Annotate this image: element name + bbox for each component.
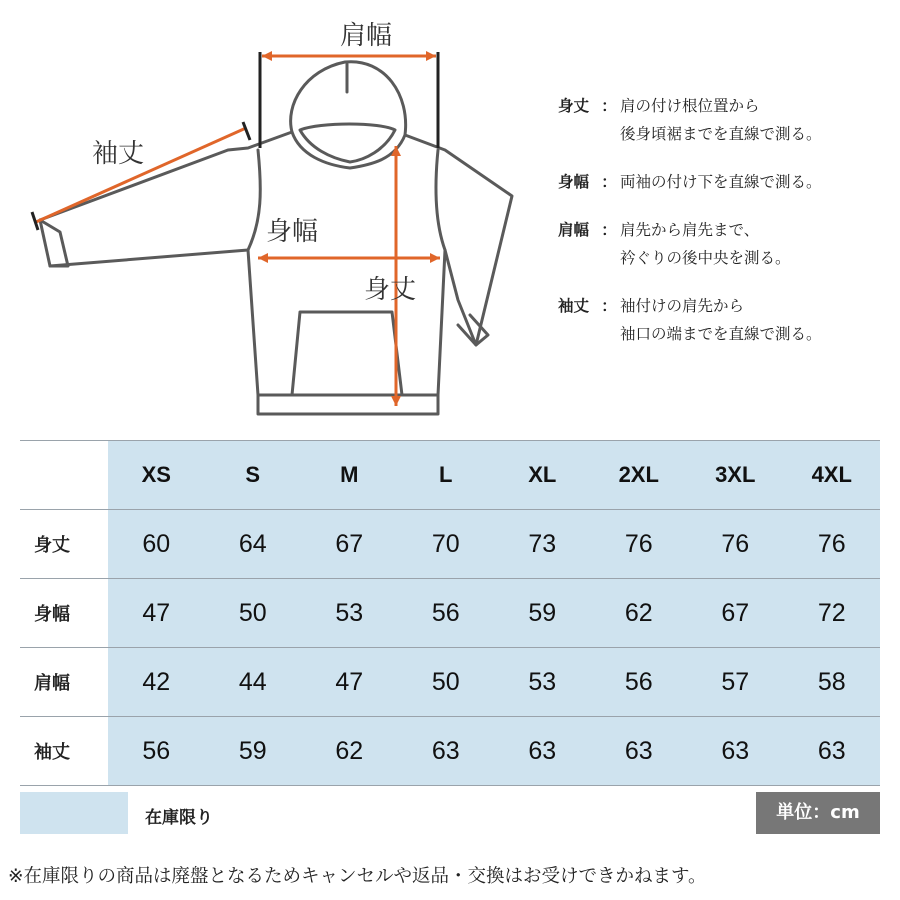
size-column-header: 4XL bbox=[784, 441, 881, 510]
measurement-notes bbox=[558, 92, 898, 368]
body-width-arrow-right bbox=[430, 253, 440, 263]
waistband bbox=[258, 395, 438, 414]
table-cell: 56 bbox=[591, 648, 688, 717]
table-header-row bbox=[20, 441, 880, 510]
size-table bbox=[20, 440, 880, 786]
note-colon: ： bbox=[601, 297, 617, 315]
size-column-header: L bbox=[398, 441, 495, 510]
row-label: 身幅 bbox=[20, 579, 108, 648]
note-sleeve-length bbox=[558, 292, 898, 348]
note-term: 身丈 bbox=[558, 97, 590, 115]
table-cell: 47 bbox=[301, 648, 398, 717]
table-row bbox=[20, 579, 880, 648]
note-text: 肩先から肩先まで、 bbox=[620, 221, 760, 239]
note-colon: ： bbox=[601, 97, 617, 115]
table-cell: 70 bbox=[398, 510, 495, 579]
label-shoulder-width: 肩幅 bbox=[340, 21, 393, 51]
table-cell: 53 bbox=[301, 579, 398, 648]
table-cell: 42 bbox=[108, 648, 205, 717]
table-cell: 76 bbox=[591, 510, 688, 579]
note-text-2: 衿ぐりの後中央を測る。 bbox=[620, 249, 791, 267]
note-term: 身幅 bbox=[558, 173, 590, 191]
size-column-header: M bbox=[301, 441, 398, 510]
table-cell: 76 bbox=[784, 510, 881, 579]
table-cell: 67 bbox=[687, 579, 784, 648]
row-label: 袖丈 bbox=[20, 717, 108, 786]
size-column-header: 3XL bbox=[687, 441, 784, 510]
table-cell: 67 bbox=[301, 510, 398, 579]
table-cell: 63 bbox=[687, 717, 784, 786]
size-column-header: XL bbox=[494, 441, 591, 510]
label-body-width: 身幅 bbox=[266, 217, 319, 247]
note-colon: ： bbox=[601, 173, 617, 191]
note-term: 袖丈 bbox=[558, 297, 590, 315]
footnote: ※在庫限りの商品は廃盤となるためキャンセルや返品・交換はお受けできかねます。 bbox=[8, 866, 707, 887]
body-width-arrow-left bbox=[258, 253, 268, 263]
table-cell: 63 bbox=[591, 717, 688, 786]
note-text: 両袖の付け下を直線で測る。 bbox=[620, 173, 822, 191]
table-cell: 57 bbox=[687, 648, 784, 717]
table-cell: 63 bbox=[398, 717, 495, 786]
label-body-length: 身丈 bbox=[364, 275, 417, 305]
table-cell: 44 bbox=[205, 648, 302, 717]
size-column-header: S bbox=[205, 441, 302, 510]
note-text: 肩の付け根位置から bbox=[620, 97, 760, 115]
table-cell: 59 bbox=[205, 717, 302, 786]
note-text: 袖付けの肩先から bbox=[620, 297, 745, 315]
note-term: 肩幅 bbox=[558, 221, 590, 239]
row-label: 肩幅 bbox=[20, 648, 108, 717]
table-corner bbox=[20, 441, 108, 510]
note-shoulder-width bbox=[558, 216, 898, 272]
size-column-header: 2XL bbox=[591, 441, 688, 510]
table-cell: 53 bbox=[494, 648, 591, 717]
armhole-right bbox=[436, 150, 445, 250]
table-cell: 62 bbox=[591, 579, 688, 648]
note-colon: ： bbox=[601, 221, 617, 239]
table-row bbox=[20, 510, 880, 579]
size-column-header: XS bbox=[108, 441, 205, 510]
sleeve-tick-start bbox=[243, 122, 250, 140]
body-outline bbox=[40, 132, 512, 395]
table-cell: 62 bbox=[301, 717, 398, 786]
pocket bbox=[292, 312, 402, 395]
note-body-length bbox=[558, 92, 898, 148]
table-cell: 60 bbox=[108, 510, 205, 579]
hoodie-measurement-diagram bbox=[0, 0, 560, 430]
table-cell: 59 bbox=[494, 579, 591, 648]
armhole-left bbox=[248, 150, 260, 250]
table-cell: 56 bbox=[398, 579, 495, 648]
body-length-arrow-bottom bbox=[391, 396, 401, 406]
table-cell: 58 bbox=[784, 648, 881, 717]
table-cell: 50 bbox=[205, 579, 302, 648]
table-cell: 72 bbox=[784, 579, 881, 648]
shoulder-arrow-right bbox=[426, 51, 436, 61]
label-sleeve-length: 袖丈 bbox=[92, 139, 145, 169]
note-text-2: 後身頃裾までを直線で測る。 bbox=[620, 125, 822, 143]
table-cell: 64 bbox=[205, 510, 302, 579]
legend-swatch bbox=[20, 792, 128, 834]
table-cell: 50 bbox=[398, 648, 495, 717]
unit-badge: 単位：cm bbox=[756, 792, 880, 834]
table-cell: 73 bbox=[494, 510, 591, 579]
note-body-width bbox=[558, 168, 898, 196]
table-cell: 56 bbox=[108, 717, 205, 786]
table-cell: 63 bbox=[784, 717, 881, 786]
legend-label: 在庫限り bbox=[145, 808, 213, 828]
table-cell: 47 bbox=[108, 579, 205, 648]
table-row bbox=[20, 717, 880, 786]
table-cell: 63 bbox=[494, 717, 591, 786]
shoulder-arrow-left bbox=[262, 51, 272, 61]
table-cell: 76 bbox=[687, 510, 784, 579]
row-label: 身丈 bbox=[20, 510, 108, 579]
table-row bbox=[20, 648, 880, 717]
note-text-2: 袖口の端までを直線で測る。 bbox=[620, 325, 822, 343]
